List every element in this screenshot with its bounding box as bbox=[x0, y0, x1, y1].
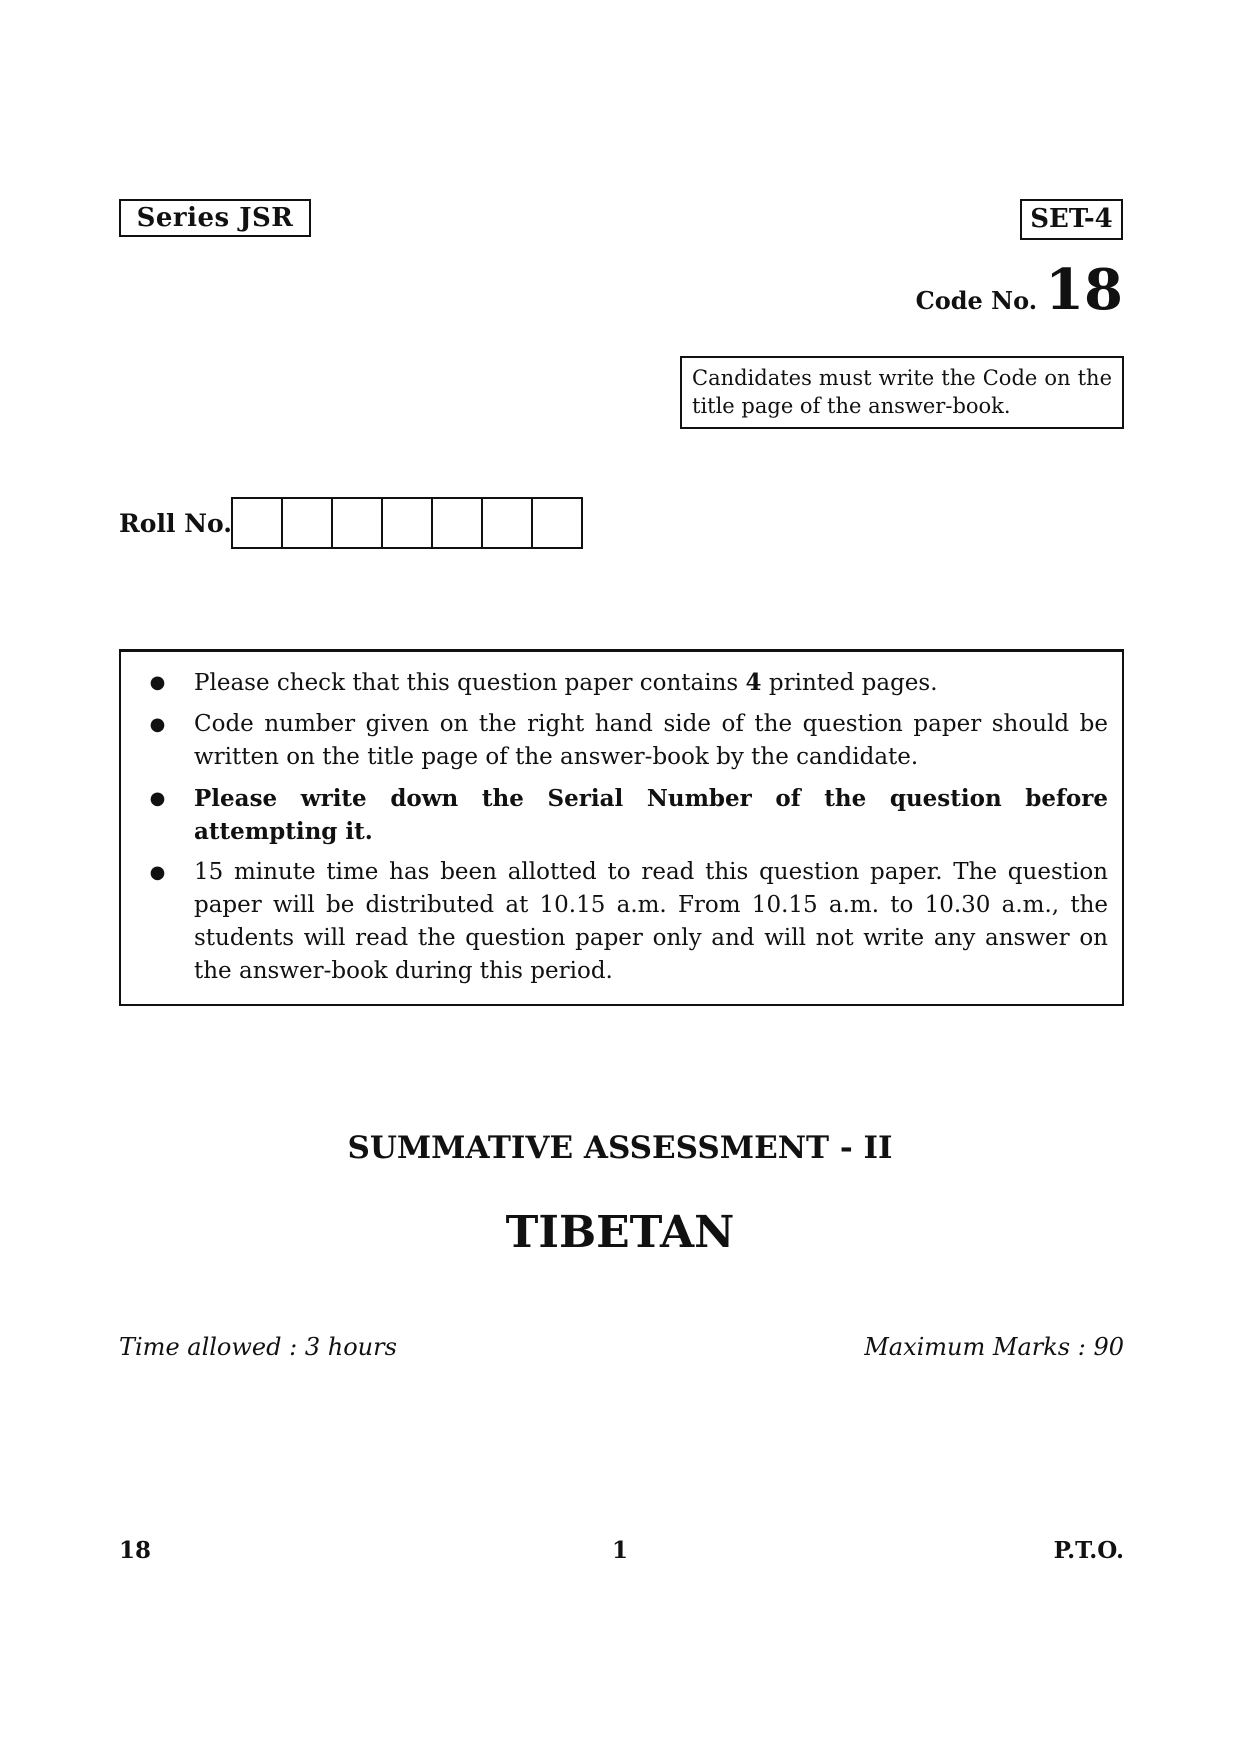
roll-number-label: Roll No. bbox=[119, 509, 232, 538]
roll-number-cell[interactable] bbox=[283, 497, 333, 549]
maximum-marks: Maximum Marks : 90 bbox=[864, 1333, 1124, 1361]
code-label: Code No. bbox=[915, 286, 1038, 315]
bullet-icon: ● bbox=[149, 714, 166, 735]
instruction-text: 15 minute time has been allotted to read this question paper. The question paper will be distributed at 10.15 a.m. From 10.15 a.m. to 10.30 a.m., the students will read the question paper only and will not write any answer on the answer-book during this period. bbox=[194, 859, 1108, 984]
code-number-line bbox=[915, 257, 1123, 323]
instruction-item bbox=[121, 708, 1108, 774]
instruction-item bbox=[121, 856, 1108, 988]
series-label: Series JSR bbox=[119, 199, 311, 237]
bullet-icon: ● bbox=[149, 672, 166, 693]
instruction-text: Please write down the Serial Number of the question before attempting it. bbox=[194, 785, 1108, 845]
bullet-icon: ● bbox=[149, 788, 166, 809]
instruction-item bbox=[121, 666, 1108, 700]
instructions-list bbox=[121, 666, 1108, 988]
instruction-text: Code number given on the right hand side of the question paper should be written on the title page of the answer-book by the candidate. bbox=[194, 711, 1108, 770]
set-label: SET-4 bbox=[1020, 199, 1123, 240]
roll-number-cell[interactable] bbox=[533, 497, 583, 549]
bullet-icon: ● bbox=[149, 862, 166, 883]
roll-number-cell[interactable] bbox=[233, 497, 283, 549]
footer-pto: P.T.O. bbox=[1053, 1537, 1124, 1564]
roll-number-cell[interactable] bbox=[483, 497, 533, 549]
roll-number-cell[interactable] bbox=[383, 497, 433, 549]
subject-title: TIBETAN bbox=[505, 1207, 735, 1258]
time-allowed: Time allowed : 3 hours bbox=[119, 1333, 397, 1361]
footer-page-number: 1 bbox=[611, 1537, 628, 1564]
candidate-code-note: Candidates must write the Code on the title page of the answer-book. bbox=[680, 356, 1124, 429]
footer-code: 18 bbox=[119, 1537, 152, 1564]
roll-number-cell[interactable] bbox=[433, 497, 483, 549]
assessment-title: SUMMATIVE ASSESSMENT - II bbox=[347, 1130, 893, 1166]
instructions-box bbox=[119, 649, 1124, 1006]
roll-number-boxes bbox=[231, 497, 583, 549]
roll-number-cell[interactable] bbox=[333, 497, 383, 549]
instruction-item bbox=[121, 782, 1108, 848]
code-number: 18 bbox=[1045, 257, 1123, 323]
instruction-text: Please check that this question paper contains 4 printed pages. bbox=[194, 669, 938, 696]
